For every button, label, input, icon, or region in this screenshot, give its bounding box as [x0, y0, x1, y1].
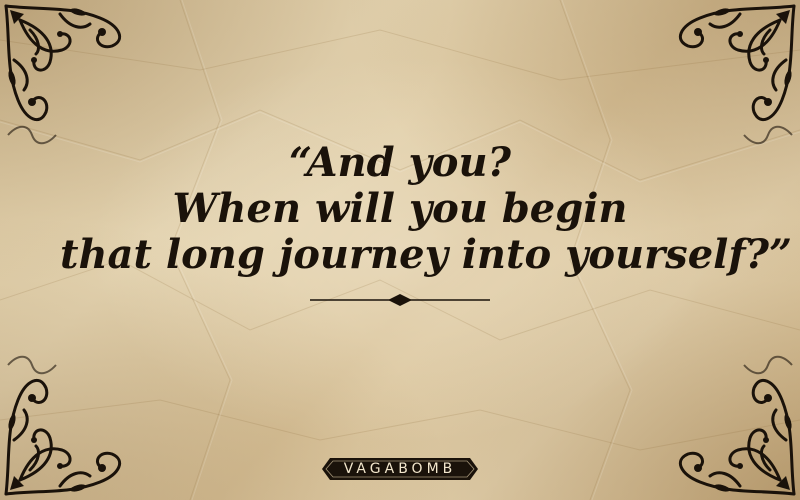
small-flourish-icon	[736, 120, 796, 150]
ornamental-flourish-icon	[660, 0, 800, 140]
diamond-divider-icon	[310, 290, 490, 310]
brand-badge	[320, 456, 480, 482]
quote-line: that long journey into yourself?”	[60, 231, 792, 278]
quote-text	[60, 139, 792, 278]
quote-line: “And you?	[289, 139, 511, 186]
small-flourish-icon	[736, 350, 796, 380]
ornamental-flourish-icon	[0, 360, 140, 500]
quote-line: When will you begin	[172, 185, 628, 232]
ornamental-flourish-icon	[660, 360, 800, 500]
brand-name: VAGABOMB	[343, 461, 457, 477]
ornamental-flourish-icon	[0, 0, 140, 140]
small-flourish-icon	[4, 120, 64, 150]
small-flourish-icon	[4, 350, 64, 380]
